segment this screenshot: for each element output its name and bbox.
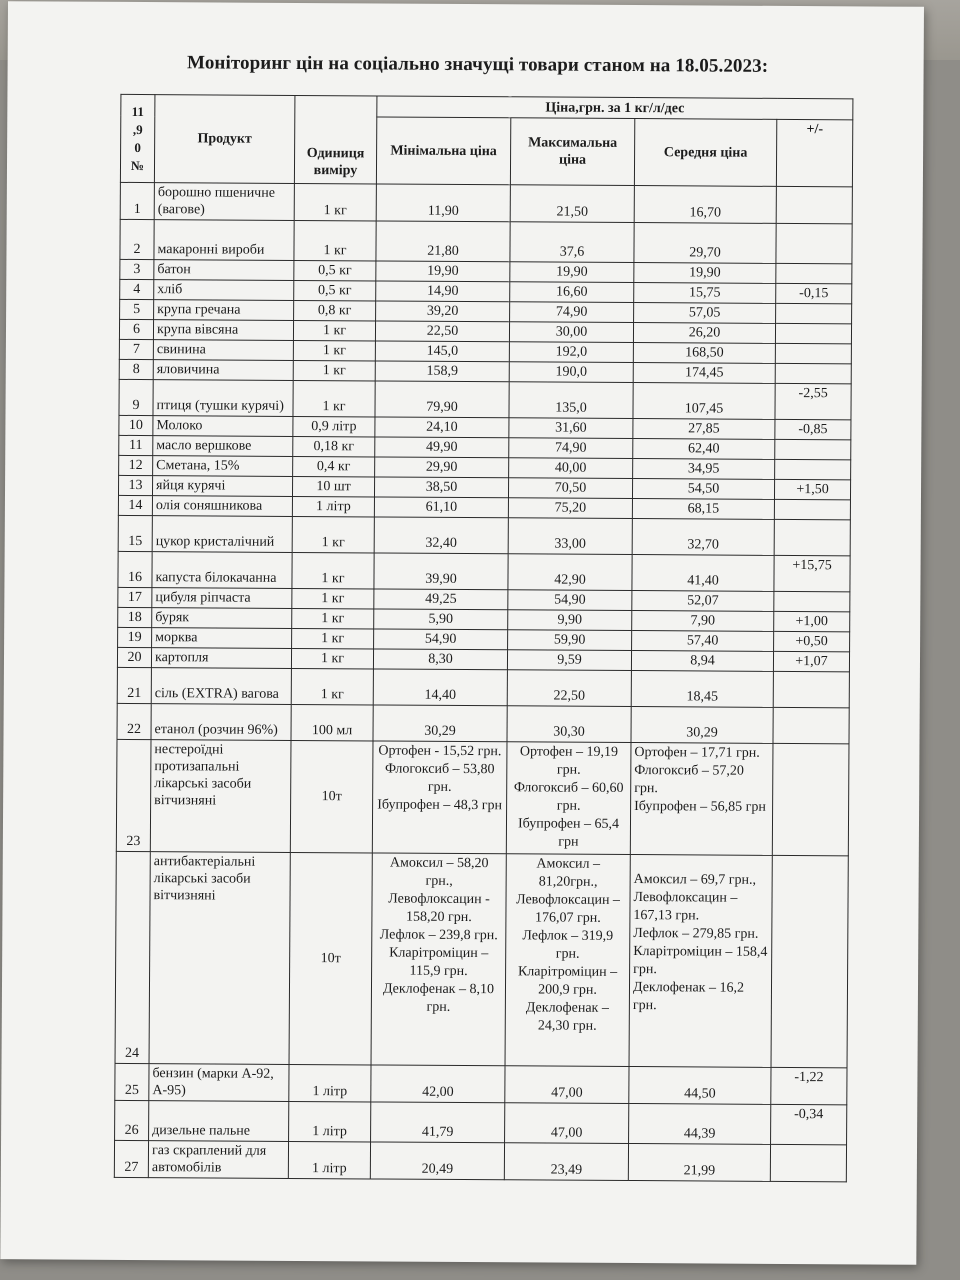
row-avg-price: 8,94	[631, 651, 773, 672]
row-min-price: Амоксил – 58,20 грн., Левофлоксацин - 158,20 грн. Лефлок – 239,8 грн. Кларітроміцин – 115,9 грн. Деклофенак – 8,10 грн.	[371, 853, 506, 1066]
row-max-price: Амоксил – 81,20грн., Левофлоксацин – 176,07 грн. Лефлок – 319,9 грн. Кларітроміцин – 200,9 грн. Деклофенак – 24,30 грн.	[505, 854, 630, 1067]
row-diff	[776, 186, 852, 223]
row-min-price: 49,90	[375, 437, 509, 458]
row-number: 19	[118, 627, 152, 647]
row-diff: -0,85	[775, 419, 851, 439]
table-row	[118, 515, 850, 555]
row-avg-price: 174,45	[633, 363, 775, 384]
header-avg: Середня ціна	[634, 119, 776, 187]
row-number: 3	[120, 259, 154, 279]
row-diff	[775, 363, 851, 383]
row-avg-price: 19,90	[634, 263, 776, 284]
row-number: 13	[118, 475, 152, 495]
row-number: 6	[119, 319, 153, 339]
row-max-price: 70,50	[508, 478, 632, 499]
table-row	[118, 551, 850, 591]
row-diff	[775, 323, 851, 343]
row-min-price: 20,49	[370, 1142, 504, 1180]
row-max-price: 21,50	[510, 185, 634, 223]
row-avg-price: 44,39	[629, 1104, 771, 1145]
row-min-price: 14,40	[373, 669, 507, 706]
row-number: 23	[116, 739, 151, 851]
row-diff	[774, 519, 850, 555]
row-unit: 1 кг	[292, 516, 374, 553]
row-product: Молоко	[153, 416, 293, 437]
row-min-price: 5,90	[374, 609, 508, 630]
row-min-price: 145,0	[375, 341, 509, 362]
header-diff: +/-	[776, 119, 852, 186]
row-max-price: 42,90	[508, 554, 632, 591]
row-avg-price: 15,75	[634, 283, 776, 304]
row-product: картопля	[151, 648, 291, 669]
table-row	[117, 703, 849, 743]
table-row	[117, 667, 849, 707]
header-num: 11 ,9 0 №	[120, 94, 155, 182]
row-diff	[774, 499, 850, 519]
row-product: антибактеріальні лікарські засоби вітчизняні	[149, 852, 290, 1065]
row-avg-price: 16,70	[634, 186, 776, 224]
row-avg-price: 18,45	[631, 671, 773, 708]
row-product: хліб	[154, 280, 294, 301]
header-row-1	[121, 94, 853, 119]
table-row-medicine	[116, 739, 849, 855]
row-number: 21	[117, 667, 151, 703]
row-product: птиця (тушки курячі)	[153, 380, 293, 417]
row-number: 4	[120, 279, 154, 299]
row-max-price: Ортофен – 19,19 грн. Флогоксиб – 60,60 грн. Ібупрофен – 65,4 грн	[506, 742, 631, 855]
row-product: свинина	[153, 340, 293, 361]
row-number: 20	[117, 647, 151, 667]
row-product: нестероїдні протизапальні лікарські засоби вітчизняні	[150, 740, 291, 853]
table-body	[114, 182, 852, 1181]
header-price-group: Ціна,грн. за 1 кг/л/дес	[377, 96, 853, 120]
row-number: 2	[120, 219, 154, 259]
row-unit: 0,8 кг	[294, 300, 376, 321]
row-min-price: 21,80	[376, 221, 510, 262]
page-title: Моніторинг цін на соціально значущі товари станом на 18.05.2023:	[187, 52, 769, 77]
row-min-price: 32,40	[374, 517, 508, 554]
row-unit: 10 шт	[292, 476, 374, 497]
header-min: Мінімальна ціна	[376, 117, 510, 185]
row-number: 9	[119, 379, 153, 415]
row-max-price: 23,49	[504, 1143, 628, 1181]
row-unit: 10т	[289, 852, 372, 1064]
row-diff: +1,50	[774, 479, 850, 499]
row-avg-price: 44,50	[629, 1067, 771, 1105]
row-unit: 100 мл	[291, 704, 373, 741]
table-row	[119, 379, 851, 419]
row-number: 8	[119, 359, 153, 379]
row-unit: 1 кг	[291, 668, 373, 705]
row-diff: +1,00	[774, 611, 850, 631]
row-diff: +1,07	[773, 651, 849, 671]
row-min-price: 54,90	[374, 629, 508, 650]
row-number: 17	[118, 587, 152, 607]
row-unit: 0,5 кг	[294, 260, 376, 281]
row-unit: 0,18 кг	[293, 436, 375, 457]
row-avg-price: 57,40	[632, 631, 774, 652]
table-row	[120, 219, 852, 263]
row-diff	[770, 1144, 846, 1181]
row-diff: +0,50	[774, 631, 850, 651]
row-avg-price: 68,15	[632, 499, 774, 520]
header-unit: Одиниця виміру	[294, 95, 377, 183]
row-min-price: 24,10	[375, 417, 509, 438]
row-product: етанол (розчин 96%)	[151, 704, 291, 741]
row-unit: 0,9 літр	[293, 416, 375, 437]
row-max-price: 16,60	[510, 282, 634, 303]
row-max-price: 30,30	[507, 706, 631, 743]
row-product: макаронні вироби	[154, 220, 294, 261]
row-diff	[775, 439, 851, 459]
row-number: 15	[118, 515, 152, 551]
row-min-price: 22,50	[375, 321, 509, 342]
row-diff	[776, 223, 852, 263]
row-max-price: 9,90	[508, 610, 632, 631]
row-max-price: 31,60	[509, 418, 633, 439]
row-diff	[773, 707, 849, 743]
row-diff	[775, 459, 851, 479]
row-max-price: 192,0	[509, 342, 633, 363]
row-max-price: 30,00	[509, 322, 633, 343]
row-min-price: 38,50	[374, 477, 508, 498]
row-number: 1	[120, 182, 154, 219]
row-product: яйця курячі	[152, 476, 292, 497]
table-row	[114, 1140, 846, 1181]
row-avg-price: 41,40	[632, 555, 774, 592]
row-unit: 1 літр	[289, 1101, 371, 1142]
row-diff: -1,22	[771, 1067, 847, 1104]
row-max-price: 33,00	[508, 518, 632, 555]
row-min-price: 39,20	[376, 301, 510, 322]
row-unit: 1 кг	[292, 608, 374, 629]
row-max-price: 9,59	[507, 650, 631, 671]
row-number: 11	[119, 435, 153, 455]
row-min-price: 158,9	[375, 361, 509, 382]
row-min-price: 61,10	[374, 497, 508, 518]
row-avg-price: 27,85	[633, 419, 775, 440]
row-number: 7	[119, 339, 153, 359]
row-diff	[776, 303, 852, 323]
row-min-price: 79,90	[375, 381, 509, 418]
table-row	[115, 1100, 847, 1144]
row-number: 24	[115, 851, 150, 1063]
row-max-price: 19,90	[510, 262, 634, 283]
row-max-price: 190,0	[509, 362, 633, 383]
row-avg-price: 57,05	[634, 303, 776, 324]
row-product: борошно пшеничне (вагове)	[154, 183, 294, 221]
row-max-price: 59,90	[508, 630, 632, 651]
row-min-price: Ортофен - 15,52 грн. Флогоксиб – 53,80 грн. Ібупрофен – 48,3 грн	[372, 741, 507, 854]
row-unit: 0,4 кг	[293, 456, 375, 477]
row-min-price: 49,25	[374, 589, 508, 610]
row-product: буряк	[152, 608, 292, 629]
row-unit: 1 кг	[291, 648, 373, 669]
row-max-price: 37,6	[510, 222, 634, 263]
row-product: крупа вівсяна	[153, 320, 293, 341]
row-min-price: 29,90	[375, 457, 509, 478]
row-unit: 1 літр	[289, 1064, 371, 1102]
row-product: сіль (EXTRA) вагова	[151, 668, 291, 705]
row-min-price: 8,30	[373, 649, 507, 670]
row-min-price: 42,00	[371, 1065, 505, 1103]
row-number: 25	[115, 1063, 149, 1100]
row-product: газ скраплений для автомобілів	[148, 1141, 288, 1179]
row-product: цибуля ріпчаста	[152, 588, 292, 609]
row-unit: 1 кг	[293, 340, 375, 361]
row-avg-price: Ортофен – 17,71 грн. Флогоксиб – 57,20 грн. Ібупрофен – 56,85 грн	[630, 743, 773, 856]
row-min-price: 11,90	[376, 184, 510, 222]
row-product: масло вершкове	[153, 436, 293, 457]
row-product: батон	[154, 260, 294, 281]
row-product: бензин (марки А-92, А-95)	[149, 1064, 289, 1102]
table-row	[120, 182, 852, 223]
row-unit: 0,5 кг	[294, 280, 376, 301]
header-max: Максимальна ціна	[510, 118, 634, 186]
row-min-price: 14,90	[376, 281, 510, 302]
row-unit: 1 кг	[294, 220, 376, 261]
row-product: капуста білокачанна	[152, 552, 292, 589]
row-number: 27	[114, 1140, 148, 1177]
row-avg-price: 34,95	[633, 459, 775, 480]
row-diff: +15,75	[774, 555, 850, 591]
row-number: 26	[115, 1100, 149, 1140]
table-row-medicine	[115, 851, 848, 1067]
table-row	[115, 1063, 847, 1104]
row-number: 16	[118, 551, 152, 587]
price-table	[114, 94, 854, 1182]
row-max-price: 54,90	[508, 590, 632, 611]
row-diff	[775, 343, 851, 363]
row-diff	[776, 263, 852, 283]
row-avg-price: 29,70	[634, 223, 776, 264]
row-number: 22	[117, 703, 151, 739]
row-product: дизельне пальне	[149, 1101, 289, 1142]
row-unit: 1 кг	[292, 552, 374, 589]
row-avg-price: 52,07	[632, 591, 774, 612]
row-avg-price: 54,50	[632, 479, 774, 500]
row-min-price: 41,79	[371, 1102, 505, 1143]
row-avg-price: 168,50	[633, 343, 775, 364]
row-avg-price: 32,70	[632, 519, 774, 556]
row-diff	[771, 855, 848, 1067]
row-diff: -0,34	[771, 1104, 847, 1144]
row-number: 14	[118, 495, 152, 515]
row-product: олія соняшникова	[152, 496, 292, 517]
row-max-price: 74,90	[509, 438, 633, 459]
row-diff: -0,15	[776, 283, 852, 303]
row-number: 12	[119, 455, 153, 475]
row-diff	[773, 671, 849, 707]
row-product: Сметана, 15%	[153, 456, 293, 477]
row-max-price: 135,0	[509, 382, 633, 419]
row-unit: 1 кг	[292, 588, 374, 609]
row-min-price: 30,29	[373, 705, 507, 742]
document-page	[0, 1, 924, 1265]
row-min-price: 19,90	[376, 261, 510, 282]
row-avg-price: 21,99	[628, 1144, 770, 1182]
row-min-price: 39,90	[374, 553, 508, 590]
row-unit: 1 літр	[292, 496, 374, 517]
row-product: крупа гречана	[154, 300, 294, 321]
row-diff	[774, 591, 850, 611]
row-max-price: 47,00	[505, 1103, 629, 1144]
row-avg-price: Амоксил – 69,7 грн., Левофлоксацин – 167,13 грн. Лефлок – 279,85 грн. Кларітроміцин – 158,4 грн. Деклофенак – 16,2 грн.	[629, 855, 772, 1068]
row-max-price: 74,90	[510, 302, 634, 323]
row-diff: -2,55	[775, 383, 851, 419]
row-avg-price: 107,45	[633, 383, 775, 420]
row-product: яловичина	[153, 360, 293, 381]
row-unit: 1 кг	[293, 360, 375, 381]
row-number: 18	[118, 607, 152, 627]
row-avg-price: 62,40	[633, 439, 775, 460]
row-unit: 1 кг	[294, 183, 376, 221]
row-unit: 1 кг	[293, 380, 375, 417]
row-product: морква	[152, 628, 292, 649]
row-max-price: 40,00	[509, 458, 633, 479]
row-unit: 1 кг	[293, 320, 375, 341]
row-max-price: 22,50	[507, 670, 631, 707]
row-number: 5	[120, 299, 154, 319]
row-max-price: 47,00	[505, 1066, 629, 1104]
row-product: цукор кристалічний	[152, 516, 292, 553]
row-unit: 1 літр	[288, 1141, 370, 1179]
row-number: 10	[119, 415, 153, 435]
row-avg-price: 26,20	[633, 323, 775, 344]
row-max-price: 75,20	[508, 498, 632, 519]
row-diff	[772, 743, 849, 855]
header-product: Продукт	[154, 95, 295, 184]
row-avg-price: 7,90	[632, 611, 774, 632]
row-unit: 1 кг	[292, 628, 374, 649]
row-avg-price: 30,29	[631, 707, 773, 744]
row-unit: 10т	[290, 740, 373, 852]
